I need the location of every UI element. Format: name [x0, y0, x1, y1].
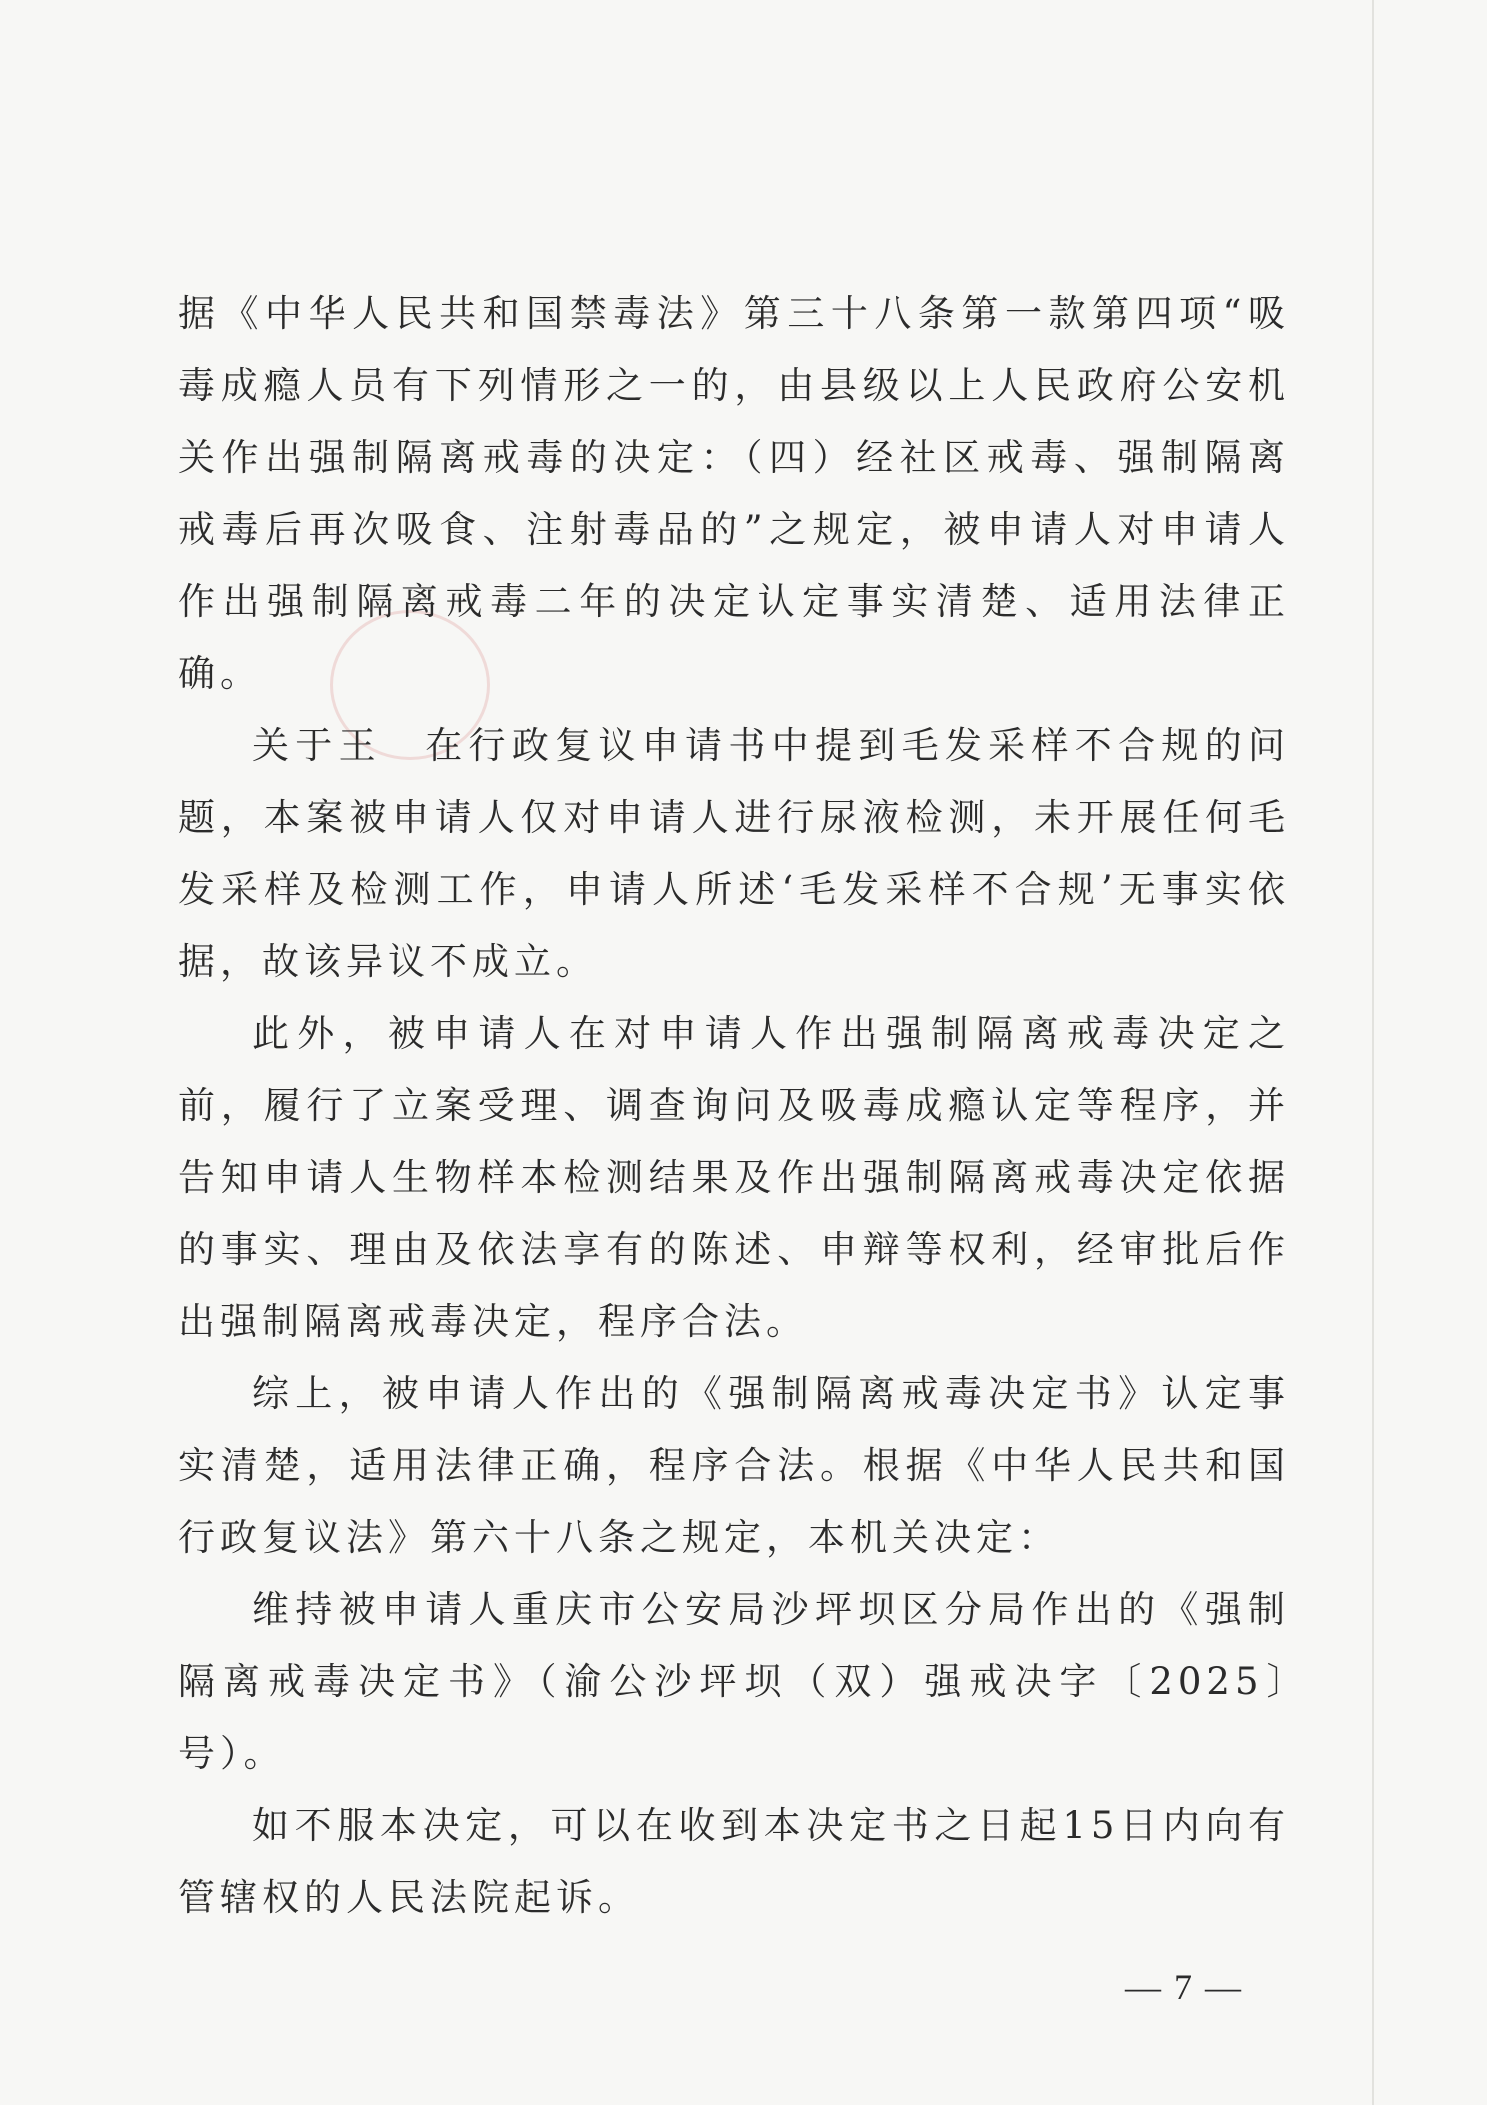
- paragraph-legal-basis: 据《中华人民共和国禁毒法》第三十八条第一款第四项“吸毒成瘾人员有下列情形之一的，由县级以上人民政府公安机关作出强制隔离戒毒的决定：（四）经社区戒毒、强制隔离戒毒后再次吸食、注射毒品的”之规定，被申请人对申请人作出强制隔离戒毒二年的决定认定事实清楚、适用法律正确。: [178, 292, 1290, 695]
- page-edge-line: [1372, 0, 1374, 2105]
- document-body: [178, 278, 1332, 1934]
- paragraph-hair-sampling: 关于王 在行政复议申请书中提到毛发采样不合规的问题，本案被申请人仅对申请人进行尿液检测，未开展任何毛发采样及检测工作，申请人所述‘毛发采样不合规’无事实依据，故该异议不成立。: [178, 724, 1290, 983]
- paragraph-procedure: 此外，被申请人在对申请人作出强制隔离戒毒决定之前，履行了立案受理、调查询问及吸毒成瘾认定等程序，并告知申请人生物样本检测结果及作出强制隔离戒毒决定依据的事实、理由及依法享有的陈述、申辩等权利，经审批后作出强制隔离戒毒决定，程序合法。: [178, 1012, 1290, 1343]
- page-number: — 7 —: [1125, 1967, 1243, 2007]
- paragraph-conclusion: 综上，被申请人作出的《强制隔离戒毒决定书》认定事实清楚，适用法律正确，程序合法。根据《中华人民共和国行政复议法》第六十八条之规定，本机关决定：: [178, 1372, 1290, 1559]
- paragraph-appeal-notice: 如不服本决定，可以在收到本决定书之日起15日内向有管辖权的人民法院起诉。: [178, 1804, 1290, 1919]
- paragraph-decision: 维持被申请人重庆市公安局沙坪坝区分局作出的《强制隔离戒毒决定书》（渝公沙坪坝（双）强戒决字〔2025〕 号）。: [178, 1588, 1332, 1775]
